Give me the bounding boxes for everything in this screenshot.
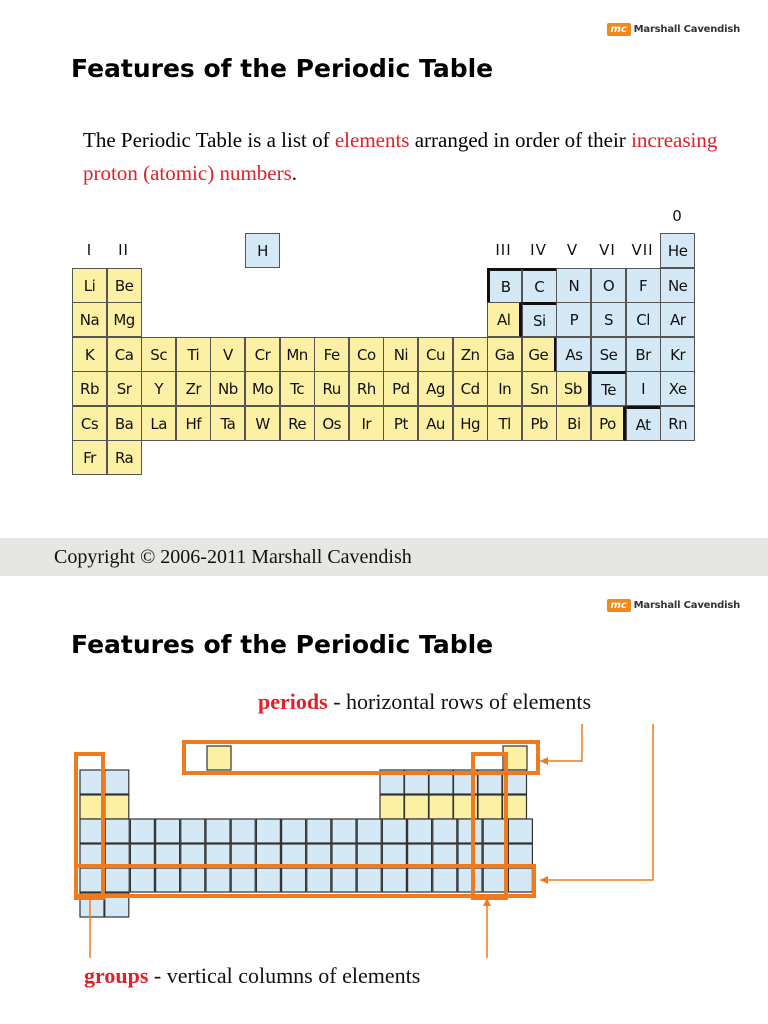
schematic-cell bbox=[458, 819, 482, 843]
schematic-cell bbox=[256, 819, 280, 843]
schematic-cell bbox=[483, 819, 507, 843]
group-label-7: VII bbox=[631, 241, 654, 259]
schematic-cell bbox=[483, 868, 507, 892]
schematic-cell bbox=[130, 819, 154, 843]
schematic-cell bbox=[80, 868, 104, 892]
element-b: B bbox=[487, 268, 522, 303]
element-in: In bbox=[487, 371, 522, 406]
mc-logo-icon: mc bbox=[607, 599, 631, 612]
schematic-cell bbox=[181, 868, 205, 892]
element-rn: Rn bbox=[660, 406, 695, 441]
element-os: Os bbox=[314, 406, 349, 441]
schematic-cell bbox=[508, 819, 532, 843]
arrowhead-icon bbox=[540, 876, 548, 884]
schematic-cell bbox=[508, 868, 532, 892]
intro-text-1: The Periodic Table is a list of bbox=[83, 128, 335, 152]
schematic-cell bbox=[282, 819, 306, 843]
intro-text-2: arranged in order of their bbox=[409, 128, 632, 152]
element-li: Li bbox=[72, 268, 107, 303]
element-mg: Mg bbox=[107, 302, 142, 337]
periods-term: periods bbox=[258, 689, 328, 714]
brand-name: Marshall Cavendish bbox=[633, 24, 740, 35]
element-ta: Ta bbox=[210, 406, 245, 441]
periods-pointer-line bbox=[540, 724, 582, 761]
element-po: Po bbox=[591, 406, 626, 441]
element-o: O bbox=[591, 268, 626, 303]
element-cl: Cl bbox=[626, 302, 661, 337]
element-n: N bbox=[556, 268, 591, 303]
element-pb: Pb bbox=[522, 406, 557, 441]
mc-logo-icon: mc bbox=[607, 23, 631, 36]
element-he: He bbox=[660, 233, 695, 268]
element-h: H bbox=[245, 233, 280, 268]
element-hg: Hg bbox=[453, 406, 488, 441]
element-la: La bbox=[141, 406, 176, 441]
groups-note bbox=[84, 963, 420, 989]
element-ti: Ti bbox=[176, 337, 211, 372]
element-rh: Rh bbox=[349, 371, 384, 406]
schematic-cell bbox=[408, 868, 432, 892]
element-y: Y bbox=[141, 371, 176, 406]
schematic-cell bbox=[105, 819, 129, 843]
group-label-0: 0 bbox=[672, 207, 683, 225]
schematic-cell bbox=[405, 795, 429, 819]
schematic-cell bbox=[408, 819, 432, 843]
element-sn: Sn bbox=[522, 371, 557, 406]
group-label-4: IV bbox=[530, 241, 547, 259]
schematic-cell bbox=[80, 819, 104, 843]
brand-name: Marshall Cavendish bbox=[633, 600, 740, 611]
intro-highlight-numbers: increasing proton (atomic) numbers bbox=[83, 128, 718, 185]
schematic-cell bbox=[206, 868, 230, 892]
slide-2 bbox=[0, 576, 768, 1024]
element-s: S bbox=[591, 302, 626, 337]
element-cu: Cu bbox=[418, 337, 453, 372]
element-co: Co bbox=[349, 337, 384, 372]
element-cd: Cd bbox=[453, 371, 488, 406]
periods-desc: - horizontal rows of elements bbox=[327, 689, 591, 714]
element-f: F bbox=[626, 268, 661, 303]
element-kr: Kr bbox=[660, 337, 695, 372]
schematic-cell bbox=[458, 868, 482, 892]
intro-text-3: . bbox=[291, 161, 298, 185]
element-p: P bbox=[556, 302, 591, 337]
schematic-cell bbox=[478, 795, 502, 819]
schematic-cell bbox=[80, 770, 104, 794]
period-highlight-box bbox=[184, 742, 538, 773]
element-v: V bbox=[210, 337, 245, 372]
periodic-table-schematic bbox=[0, 576, 768, 1024]
element-fr: Fr bbox=[72, 440, 107, 475]
element-xe: Xe bbox=[660, 371, 695, 406]
schematic-cell bbox=[206, 819, 230, 843]
element-pt: Pt bbox=[383, 406, 418, 441]
element-zn: Zn bbox=[453, 337, 488, 372]
schematic-cell bbox=[433, 868, 457, 892]
element-at: At bbox=[626, 406, 661, 441]
element-as: As bbox=[556, 337, 591, 372]
group-label-5: V bbox=[566, 241, 579, 259]
element-ge: Ge bbox=[522, 337, 557, 372]
schematic-cell bbox=[80, 795, 104, 819]
element-fe: Fe bbox=[314, 337, 349, 372]
element-sb: Sb bbox=[556, 371, 591, 406]
element-al: Al bbox=[487, 302, 522, 337]
element-be: Be bbox=[107, 268, 142, 303]
page-title-2: Features of the Periodic Table bbox=[71, 630, 494, 659]
schematic-cell bbox=[207, 746, 231, 770]
element-ga: Ga bbox=[487, 337, 522, 372]
element-nb: Nb bbox=[210, 371, 245, 406]
schematic-cell bbox=[130, 868, 154, 892]
schematic-cell bbox=[156, 819, 180, 843]
element-cs: Cs bbox=[72, 406, 107, 441]
schematic-cell bbox=[357, 868, 381, 892]
group-label-3: III bbox=[495, 241, 512, 259]
element-bi: Bi bbox=[556, 406, 591, 441]
element-c: C bbox=[522, 268, 557, 303]
element-ni: Ni bbox=[383, 337, 418, 372]
schematic-cell bbox=[380, 795, 404, 819]
element-sc: Sc bbox=[141, 337, 176, 372]
schematic-cell bbox=[382, 868, 406, 892]
schematic-cell bbox=[156, 868, 180, 892]
element-i: I bbox=[626, 371, 661, 406]
element-ru: Ru bbox=[314, 371, 349, 406]
schematic-cell bbox=[181, 819, 205, 843]
element-rb: Rb bbox=[72, 371, 107, 406]
periods-pointer-line bbox=[540, 724, 653, 880]
schematic-cell bbox=[307, 819, 331, 843]
element-tc: Tc bbox=[280, 371, 315, 406]
schematic-cell bbox=[282, 868, 306, 892]
group-label-1: I bbox=[86, 241, 93, 259]
schematic-cell bbox=[231, 868, 255, 892]
element-br: Br bbox=[626, 337, 661, 372]
copyright-text: Copyright © 2006-2011 Marshall Cavendish bbox=[54, 546, 412, 568]
schematic-cell bbox=[105, 770, 129, 794]
schematic-cell bbox=[332, 868, 356, 892]
copyright-bar bbox=[0, 538, 768, 576]
schematic-cell bbox=[382, 819, 406, 843]
schematic-cell bbox=[256, 868, 280, 892]
group-label-6: VI bbox=[599, 241, 616, 259]
intro-highlight-elements: elements bbox=[334, 128, 410, 152]
element-au: Au bbox=[418, 406, 453, 441]
element-mo: Mo bbox=[245, 371, 280, 406]
element-ra: Ra bbox=[107, 440, 142, 475]
element-w: W bbox=[245, 406, 280, 441]
schematic-cell bbox=[105, 868, 129, 892]
element-ba: Ba bbox=[107, 406, 142, 441]
groups-desc: - vertical columns of elements bbox=[148, 963, 421, 988]
page-title: Features of the Periodic Table bbox=[71, 54, 494, 83]
element-cr: Cr bbox=[245, 337, 280, 372]
element-ca: Ca bbox=[107, 337, 142, 372]
element-pd: Pd bbox=[383, 371, 418, 406]
groups-term: groups bbox=[84, 963, 149, 988]
element-si: Si bbox=[522, 302, 557, 337]
element-ag: Ag bbox=[418, 371, 453, 406]
element-k: K bbox=[72, 337, 107, 372]
element-zr: Zr bbox=[176, 371, 211, 406]
schematic-cell bbox=[429, 795, 453, 819]
element-te: Te bbox=[591, 371, 626, 406]
element-re: Re bbox=[280, 406, 315, 441]
element-na: Na bbox=[72, 302, 107, 337]
schematic-cell bbox=[357, 819, 381, 843]
element-ar: Ar bbox=[660, 302, 695, 337]
arrowhead-icon bbox=[540, 757, 548, 765]
element-ir: Ir bbox=[349, 406, 384, 441]
schematic-cell bbox=[307, 868, 331, 892]
element-hf: Hf bbox=[176, 406, 211, 441]
element-tl: Tl bbox=[487, 406, 522, 441]
element-ne: Ne bbox=[660, 268, 695, 303]
schematic-cell bbox=[231, 819, 255, 843]
element-mn: Mn bbox=[280, 337, 315, 372]
element-sr: Sr bbox=[107, 371, 142, 406]
schematic-cell bbox=[433, 819, 457, 843]
schematic-cell bbox=[105, 795, 129, 819]
group-label-2: II bbox=[118, 241, 129, 259]
element-se: Se bbox=[591, 337, 626, 372]
schematic-cell bbox=[332, 819, 356, 843]
